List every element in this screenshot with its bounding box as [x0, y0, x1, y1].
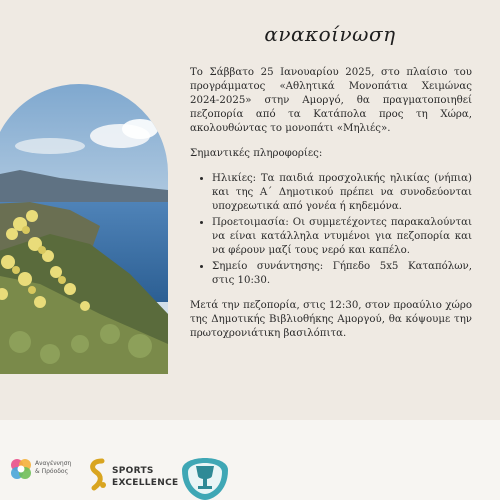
page-title: ανακοίνωση [264, 22, 396, 46]
trophy-emblem-icon [178, 448, 232, 500]
sports-excellence-logo [86, 458, 179, 498]
closing-paragraph: Μετά την πεζοπορία, στις 12:30, στον προαύλιο χώρο της Δημοτικής Βιβλιοθήκης Αμοργού, θα κόψουμε την πρωτοχρονιάτικη βασιλόπιτα. [190, 300, 472, 339]
announcement-body [190, 66, 472, 352]
info-list [190, 172, 472, 288]
sports-s-emblem-icon [86, 458, 108, 492]
intro-paragraph: Το Σάββατο 25 Ιανουαρίου 2025, στο πλαίσιο του προγράμματος «Αθλητικά Μονοπάτια Χειμώνας 2024-2025» στην Αμοργό, θα πραγματοποιηθεί πεζοπορία από τα Κατάπολα προς τη Χώρα, ακολουθώντας το μονοπάτι «Μηλιές». [190, 67, 472, 134]
anagennisi-logo [8, 452, 88, 496]
municipal-emblem-logo [178, 448, 232, 500]
logo2-line1: SPORTS [112, 466, 154, 476]
logo1-line2: & Πρόοδος [35, 468, 69, 475]
info-item-meeting-point: • Σημείο συνάντησης: Γήπεδο 5x5 Καταπόλων, στις 10:30. [212, 260, 472, 288]
sponsor-footer [0, 420, 500, 500]
info-item-ages: • Ηλικίες: Τα παιδιά προσχολικής ηλικίας (νήπια) και της Α΄ Δημοτικού πρέπει να συνοδεύονται υποχρεωτικά από γονέα ή κηδεμόνα. [212, 172, 472, 214]
info-item-preparation: • Προετοιμασία: Οι συμμετέχοντες παρακαλούνται να είναι κατάλληλα ντυμένοι για πεζοπορία και να φέρουν μαζί τους νερό και καπέλο. [212, 216, 472, 258]
info-heading: Σημαντικές πληροφορίες: [190, 148, 323, 159]
colorful-petals-icon [8, 456, 34, 482]
logo1-line1: Αναγέννηση [35, 460, 72, 467]
logo2-line2: EXCELLENCE [112, 478, 179, 488]
landscape-photo [0, 84, 168, 374]
